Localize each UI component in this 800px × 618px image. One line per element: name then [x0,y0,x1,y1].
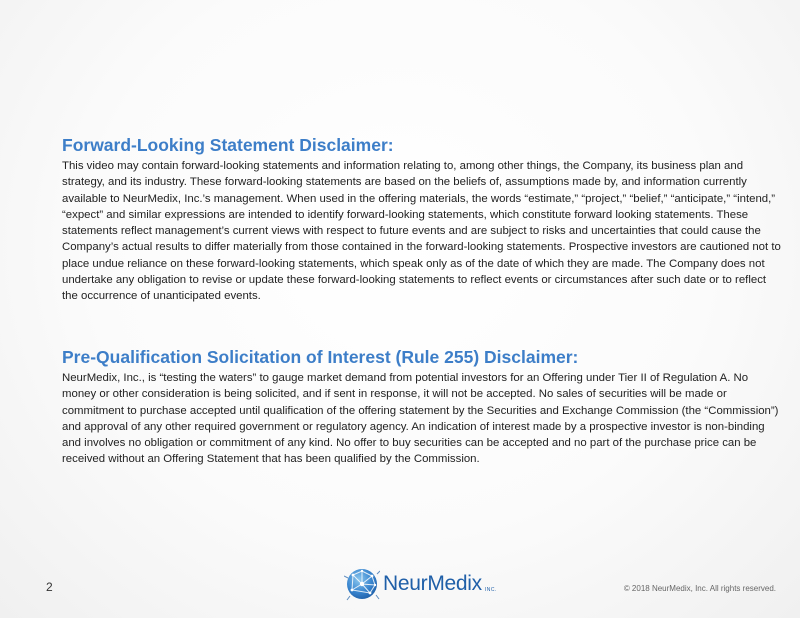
forward-looking-section [62,134,784,305]
forward-looking-body: This video may contain forward-looking statements and information relating to, among other things, the Company, its business plan and strategy, and its industry. These forward-looking statements are based on the beliefs of, assumptions made by, and information currently available to NeurMedix, Inc.’s management. When used in the offering materials, the words “estimate,” “project,” “belief,” “anticipate,” “intend,” “expect” and similar expressions are intended to identify forward-looking statements, which constitute forward looking statements. These statements reflect management’s current views with respect to future events and are subject to risks and uncertainties that could cause the Company’s actual results to differ materially from those contained in the forward-looking statements. Prospective investors are cautioned not to place undue reliance on these forward-looking statements, which speak only as of the date of which they are made. The Company does not undertake any obligation to revise or update these forward-looking statements to reflect events or circumstances after such date or to reflect the occurrence of unanticipated events. [62,160,781,303]
copyright-notice: © 2018 NeurMedix, Inc. All rights reserved. [623,584,776,593]
page-number: 2 [46,580,53,594]
forward-looking-heading: Forward-Looking Statement Disclaimer: [62,135,394,155]
company-logo [344,564,497,604]
pre-qualification-section [62,346,784,468]
pre-qualification-heading: Pre-Qualification Solicitation of Interest (Rule 255) Disclaimer: [62,347,579,367]
logo-inc-suffix: INC. [484,587,497,593]
pre-qualification-body: NeurMedix, Inc., is “testing the waters” to gauge market demand from potential investors for an Offering under Tier II of Regulation A. No money or other consideration is being solicited, and if sent in response, it will not be accepted. No sales of securities will be made or commitment to purchase accepted until qualification of the offering statement by the Securities and Exchange Commission (the “Commission”) and approval of any other required government or regulatory agency. An indication of interest made by a prospective investor is non-binding and involves no obligation or commitment of any kind. No offer to buy securities can be accepted and no part of the purchase price can be received without an Offering Statement that has been qualified by the Commission. [62,372,779,466]
neurmedix-logo-mark-icon [344,566,380,602]
logo-wordmark: NeurMedix [383,572,482,595]
